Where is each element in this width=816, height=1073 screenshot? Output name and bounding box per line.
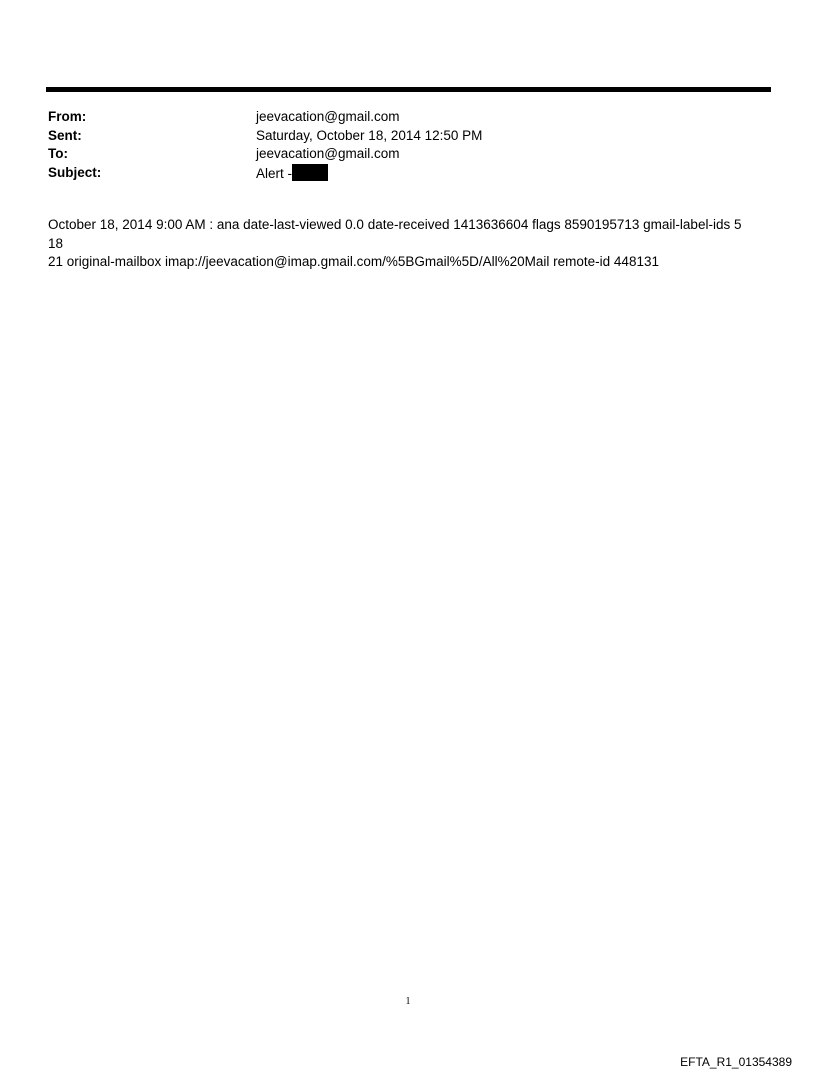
email-header	[48, 108, 748, 182]
from-value: jeevacation@gmail.com	[256, 109, 400, 124]
sent-label: Sent:	[48, 127, 82, 143]
subject-label: Subject:	[48, 164, 102, 180]
sent-value: Saturday, October 18, 2014 12:50 PM	[256, 127, 483, 143]
page-number: 1	[405, 996, 411, 1007]
to-value: jeevacation@gmail.com	[256, 146, 400, 161]
sent-row	[48, 127, 748, 146]
bates-number: EFTA_R1_01354389	[680, 1055, 792, 1069]
email-body	[48, 216, 760, 272]
to-label: To:	[48, 146, 68, 161]
subject-value: Alert -	[256, 165, 293, 181]
header-divider	[46, 87, 771, 92]
subject-value-wrapper	[256, 164, 328, 183]
from-row	[48, 108, 748, 127]
body-line-2: 21 original-mailbox imap://jeevacation@imap.gmail.com/%5BGmail%5D/All%20Mail remote-id 448131	[48, 254, 659, 269]
redaction-block	[292, 164, 328, 181]
to-row	[48, 145, 748, 164]
subject-row	[48, 164, 748, 183]
body-line-1: October 18, 2014 9:00 AM : ana date-last-viewed 0.0 date-received 1413636604 flags 8590195713 gmail-label-ids 5 18	[48, 217, 742, 251]
from-label: From:	[48, 109, 87, 124]
